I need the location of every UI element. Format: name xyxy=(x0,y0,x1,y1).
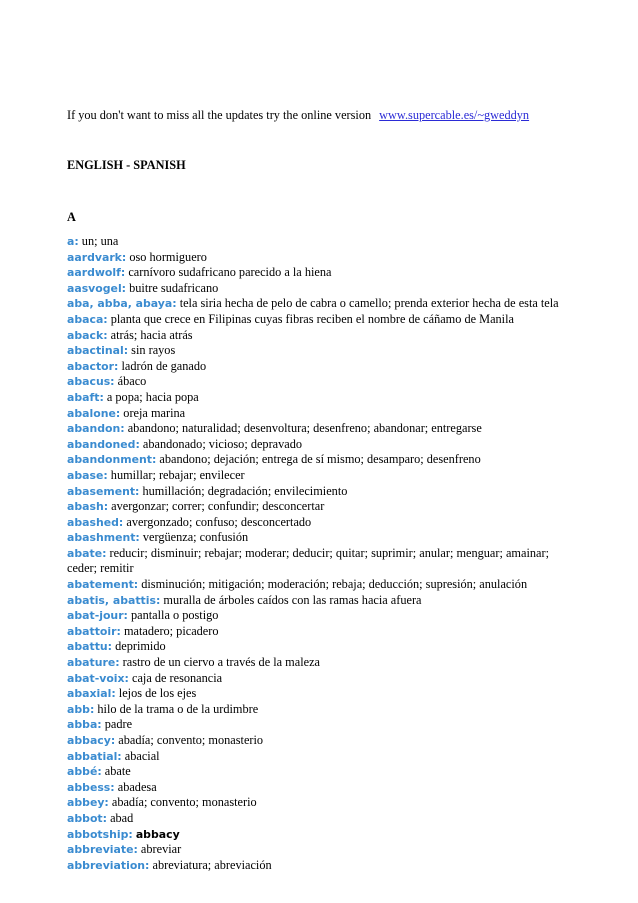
dictionary-entry xyxy=(67,484,572,500)
entry-term: abaft: xyxy=(67,390,104,404)
dictionary-entry xyxy=(67,749,572,765)
entry-definition: abreviatura; abreviación xyxy=(152,857,272,872)
entry-term: abaxial: xyxy=(67,687,116,701)
dictionary-entry xyxy=(67,702,572,718)
dictionary-entry xyxy=(67,250,572,266)
dictionary-entry xyxy=(67,546,572,577)
entry-definition: ladrón de ganado xyxy=(121,358,207,373)
entry-term: abbé: xyxy=(67,765,102,779)
dictionary-entry xyxy=(67,499,572,515)
dictionary-entry xyxy=(67,530,572,546)
entry-term: abbot: xyxy=(67,811,107,825)
entry-definition: hilo de la trama o de la urdimbre xyxy=(97,701,259,716)
intro-line xyxy=(67,108,529,123)
dictionary-entry xyxy=(67,733,572,749)
dictionary-entry xyxy=(67,296,572,312)
entry-definition: abbacy xyxy=(135,827,180,841)
entry-definition: tela siria hecha de pelo de cabra o camello; prenda exterior hecha de esta tela xyxy=(179,296,559,311)
dictionary-entry xyxy=(67,780,572,796)
entry-term: abbotship: xyxy=(67,827,133,841)
entry-term: abbatial: xyxy=(67,749,122,763)
dictionary-entry xyxy=(67,343,572,359)
dictionary-entry xyxy=(67,608,572,624)
document-title: ENGLISH - SPANISH xyxy=(67,158,186,172)
entry-term: abbreviate: xyxy=(67,843,138,857)
dictionary-entry xyxy=(67,328,572,344)
entry-definition: lejos de los ejes xyxy=(118,686,197,701)
entry-term: aback: xyxy=(67,328,108,342)
dictionary-entry xyxy=(67,234,572,250)
entry-definition: vergüenza; confusión xyxy=(142,530,249,545)
entry-definition: abandono; naturalidad; desenvoltura; desenfreno; abandonar; entregarse xyxy=(127,421,482,436)
entry-term: abandon: xyxy=(67,422,125,436)
dictionary-entry xyxy=(67,639,572,655)
dictionary-entry xyxy=(67,827,572,843)
entry-definition: atrás; hacia atrás xyxy=(110,327,193,342)
dictionary-entry xyxy=(67,842,572,858)
entry-term: abasement: xyxy=(67,484,140,498)
entry-definition: sin rayos xyxy=(131,343,176,358)
entry-term: abactor: xyxy=(67,359,119,373)
entry-term: abate: xyxy=(67,546,107,560)
entry-term: abandoned: xyxy=(67,437,140,451)
online-version-link[interactable]: www.supercable.es/~gweddyn xyxy=(379,108,530,122)
entry-term: abattoir: xyxy=(67,624,121,638)
entry-definition: abacial xyxy=(124,748,160,763)
entry-definition: abadía; convento; monasterio xyxy=(111,795,257,810)
entry-definition: pantalla o postigo xyxy=(131,608,219,623)
entry-definition: abad xyxy=(110,810,134,825)
entry-term: abat-jour: xyxy=(67,609,128,623)
dictionary-entry xyxy=(67,577,572,593)
entry-definition: disminución; mitigación; moderación; rebaja; deducción; supresión; anulación xyxy=(141,577,528,592)
dictionary-entry xyxy=(67,717,572,733)
entry-term: abatement: xyxy=(67,578,139,592)
entry-definition: planta que crece en Filipinas cuyas fibras reciben el nombre de cáñamo de Manila xyxy=(110,311,514,326)
entry-term: abature: xyxy=(67,656,120,670)
entry-definition: a popa; hacia popa xyxy=(106,389,199,404)
entry-definition: humillar; rebajar; envilecer xyxy=(110,467,245,482)
entry-term: abat-voix: xyxy=(67,671,129,685)
dictionary-entry xyxy=(67,515,572,531)
dictionary-entries xyxy=(67,234,572,873)
entry-definition: caja de resonancia xyxy=(132,670,223,685)
entry-definition: un; una xyxy=(81,234,119,248)
dictionary-entry xyxy=(67,281,572,297)
entry-definition: abandonado; vicioso; depravado xyxy=(142,436,303,451)
entry-term: abalone: xyxy=(67,406,121,420)
entry-term: abbacy: xyxy=(67,734,116,747)
entry-term: abaca: xyxy=(67,312,108,326)
dictionary-entry xyxy=(67,655,572,671)
entry-definition: muralla de árboles caídos con las ramas hacia afuera xyxy=(163,592,422,607)
entry-term: abash: xyxy=(67,500,109,514)
entry-definition: abandono; dejación; entrega de sí mismo; desamparo; desenfreno xyxy=(159,452,481,467)
entry-term: aardwolf: xyxy=(67,266,126,280)
entry-term: abase: xyxy=(67,468,108,482)
entry-term: aba, abba, abaya: xyxy=(67,297,177,311)
dictionary-entry xyxy=(67,406,572,422)
entry-definition: abadía; convento; monasterio xyxy=(118,733,264,747)
dictionary-entry xyxy=(67,265,572,281)
dictionary-entry xyxy=(67,795,572,811)
entry-definition: avergonzado; confuso; desconcertado xyxy=(126,514,312,529)
dictionary-entry xyxy=(67,811,572,827)
entry-definition: oso hormiguero xyxy=(129,249,207,264)
dictionary-entry xyxy=(67,437,572,453)
entry-definition: deprimido xyxy=(115,639,166,654)
entry-definition: abreviar xyxy=(140,842,182,857)
entry-definition: matadero; picadero xyxy=(123,623,219,638)
entry-definition: ábaco xyxy=(117,374,147,389)
entry-term: abbess: xyxy=(67,780,115,794)
dictionary-entry xyxy=(67,452,572,468)
entry-term: abatis, abattis: xyxy=(67,593,161,607)
entry-term: aasvogel: xyxy=(67,281,127,295)
entry-definition: reducir; disminuir; rebajar; moderar; deducir; quitar; suprimir; anular; menguar; amainar; ceder; remitir xyxy=(67,545,549,576)
dictionary-entry xyxy=(67,593,572,609)
entry-term: abacus: xyxy=(67,375,115,389)
entry-term: abashed: xyxy=(67,515,124,529)
entry-definition: carnívoro sudafricano parecido a la hiena xyxy=(128,265,332,280)
entry-definition: abate xyxy=(104,764,131,779)
dictionary-entry xyxy=(67,858,572,874)
entry-definition: buitre sudafricano xyxy=(129,280,219,295)
entry-term: abba: xyxy=(67,718,102,732)
entry-definition: avergonzar; correr; confundir; desconcertar xyxy=(111,499,325,514)
dictionary-entry xyxy=(67,686,572,702)
dictionary-entry xyxy=(67,359,572,375)
entry-term: abactinal: xyxy=(67,344,129,358)
entry-term: a: xyxy=(67,235,79,248)
intro-text: If you don't want to miss all the updates try the online version xyxy=(67,108,372,122)
entry-term: abb: xyxy=(67,702,95,716)
entry-term: abbey: xyxy=(67,796,109,810)
entry-definition: humillación; degradación; envilecimiento xyxy=(142,483,348,498)
entry-term: aardvark: xyxy=(67,250,127,264)
entry-term: abashment: xyxy=(67,531,140,545)
dictionary-entry xyxy=(67,764,572,780)
entry-term: abandonment: xyxy=(67,453,157,467)
dictionary-entry xyxy=(67,468,572,484)
entry-definition: oreja marina xyxy=(123,405,186,420)
dictionary-entry xyxy=(67,671,572,687)
dictionary-entry xyxy=(67,390,572,406)
entry-definition: padre xyxy=(104,717,133,732)
entry-term: abattu: xyxy=(67,640,113,654)
section-letter: A xyxy=(67,210,76,224)
dictionary-entry xyxy=(67,624,572,640)
entry-term: abbreviation: xyxy=(67,858,150,872)
dictionary-entry xyxy=(67,421,572,437)
dictionary-entry xyxy=(67,374,572,390)
entry-definition: rastro de un ciervo a través de la maleza xyxy=(122,655,320,670)
entry-definition: abadesa xyxy=(117,779,157,794)
dictionary-entry xyxy=(67,312,572,328)
